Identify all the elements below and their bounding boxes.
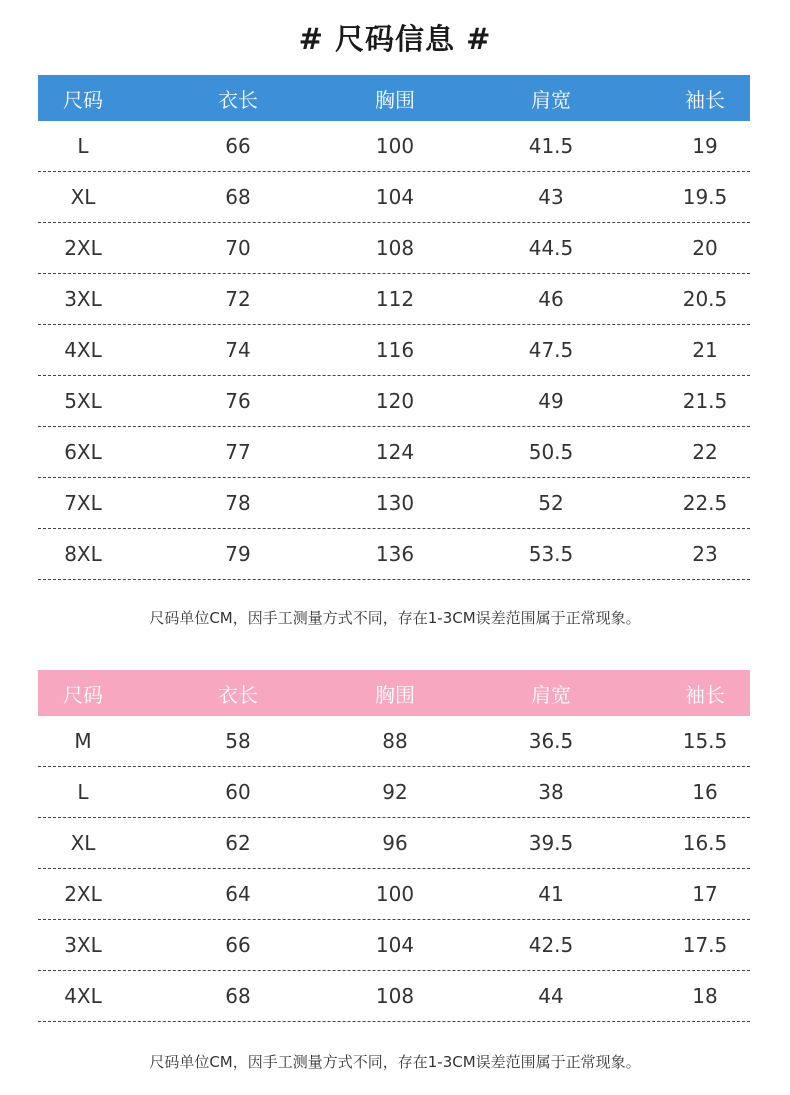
cell-shoulder: 38 [538,780,564,804]
cell-size: L [77,780,89,804]
cell-size: 4XL [64,338,102,362]
cell-length: 60 [225,780,251,804]
size-table-blue [38,75,750,580]
cell-size: 6XL [64,440,102,464]
header-length: 衣长 [218,87,258,112]
cell-length: 58 [225,729,251,753]
cell-chest: 100 [375,882,415,906]
cell-sleeve: 22.5 [682,491,728,515]
cell-size: 4XL [64,984,102,1008]
cell-shoulder: 53.5 [528,542,574,566]
table-row [38,223,750,274]
header-chest: 胸围 [375,87,415,112]
table-header [38,75,750,121]
cell-sleeve: 23 [692,542,718,566]
cell-sleeve: 19 [692,134,718,158]
table-row [38,818,750,869]
cell-sleeve: 19.5 [682,185,728,209]
cell-size: L [77,134,89,158]
cell-size: XL [70,831,96,855]
table-row [38,971,750,1022]
table-row [38,376,750,427]
table-row [38,172,750,223]
cell-sleeve: 18 [692,984,718,1008]
cell-length: 66 [225,134,251,158]
cell-sleeve: 17 [692,882,718,906]
table-row [38,427,750,478]
cell-sleeve: 15.5 [682,729,728,753]
cell-shoulder: 47.5 [528,338,574,362]
cell-size: 8XL [64,542,102,566]
cell-length: 62 [225,831,251,855]
table-row [38,121,750,172]
cell-chest: 100 [375,134,415,158]
cell-chest: 104 [375,933,415,957]
cell-size: M [74,729,92,753]
cell-length: 77 [225,440,251,464]
cell-chest: 120 [375,389,415,413]
size-table-pink [38,670,750,1022]
cell-sleeve: 21 [692,338,718,362]
cell-chest: 108 [375,236,415,260]
cell-length: 79 [225,542,251,566]
header-size: 尺码 [63,87,103,112]
cell-shoulder: 44 [538,984,564,1008]
header-length: 衣长 [218,682,258,707]
cell-chest: 112 [375,287,415,311]
page-title: # 尺码信息 # [298,22,492,56]
cell-shoulder: 41 [538,882,564,906]
table-row [38,716,750,767]
cell-size: 3XL [64,287,102,311]
cell-shoulder: 39.5 [528,831,574,855]
cell-length: 68 [225,185,251,209]
table-row [38,920,750,971]
cell-sleeve: 20 [692,236,718,260]
cell-chest: 130 [375,491,415,515]
cell-sleeve: 16.5 [682,831,728,855]
table-row [38,274,750,325]
header-size: 尺码 [63,682,103,707]
cell-size: 2XL [64,236,102,260]
header-sleeve: 袖长 [685,682,725,707]
header-shoulder: 肩宽 [531,682,571,707]
table-row [38,529,750,580]
cell-chest: 116 [375,338,415,362]
table-row [38,325,750,376]
cell-length: 76 [225,389,251,413]
cell-length: 78 [225,491,251,515]
header-sleeve: 袖长 [685,87,725,112]
cell-sleeve: 16 [692,780,718,804]
cell-length: 68 [225,984,251,1008]
cell-shoulder: 41.5 [528,134,574,158]
cell-chest: 88 [382,729,408,753]
cell-chest: 104 [375,185,415,209]
cell-size: XL [70,185,96,209]
cell-chest: 92 [382,780,408,804]
cell-shoulder: 44.5 [528,236,574,260]
cell-chest: 108 [375,984,415,1008]
cell-length: 72 [225,287,251,311]
cell-sleeve: 21.5 [682,389,728,413]
size-note: 尺码单位CM，因手工测量方式不同，存在1-3CM误差范围属于正常现象。 [149,609,641,627]
cell-size: 7XL [64,491,102,515]
cell-size: 3XL [64,933,102,957]
cell-chest: 124 [375,440,415,464]
cell-shoulder: 36.5 [528,729,574,753]
size-note: 尺码单位CM，因手工测量方式不同，存在1-3CM误差范围属于正常现象。 [149,1053,641,1071]
cell-sleeve: 17.5 [682,933,728,957]
table-row [38,767,750,818]
cell-shoulder: 50.5 [528,440,574,464]
header-chest: 胸围 [375,682,415,707]
cell-chest: 136 [375,542,415,566]
cell-length: 64 [225,882,251,906]
table-header [38,670,750,716]
cell-sleeve: 20.5 [682,287,728,311]
cell-shoulder: 43 [538,185,564,209]
table-row [38,869,750,920]
cell-length: 74 [225,338,251,362]
cell-shoulder: 49 [538,389,564,413]
cell-shoulder: 42.5 [528,933,574,957]
cell-shoulder: 52 [538,491,564,515]
cell-shoulder: 46 [538,287,564,311]
table-row [38,478,750,529]
header-shoulder: 肩宽 [531,87,571,112]
cell-length: 66 [225,933,251,957]
cell-size: 2XL [64,882,102,906]
cell-size: 5XL [64,389,102,413]
cell-length: 70 [225,236,251,260]
cell-chest: 96 [382,831,408,855]
cell-sleeve: 22 [692,440,718,464]
